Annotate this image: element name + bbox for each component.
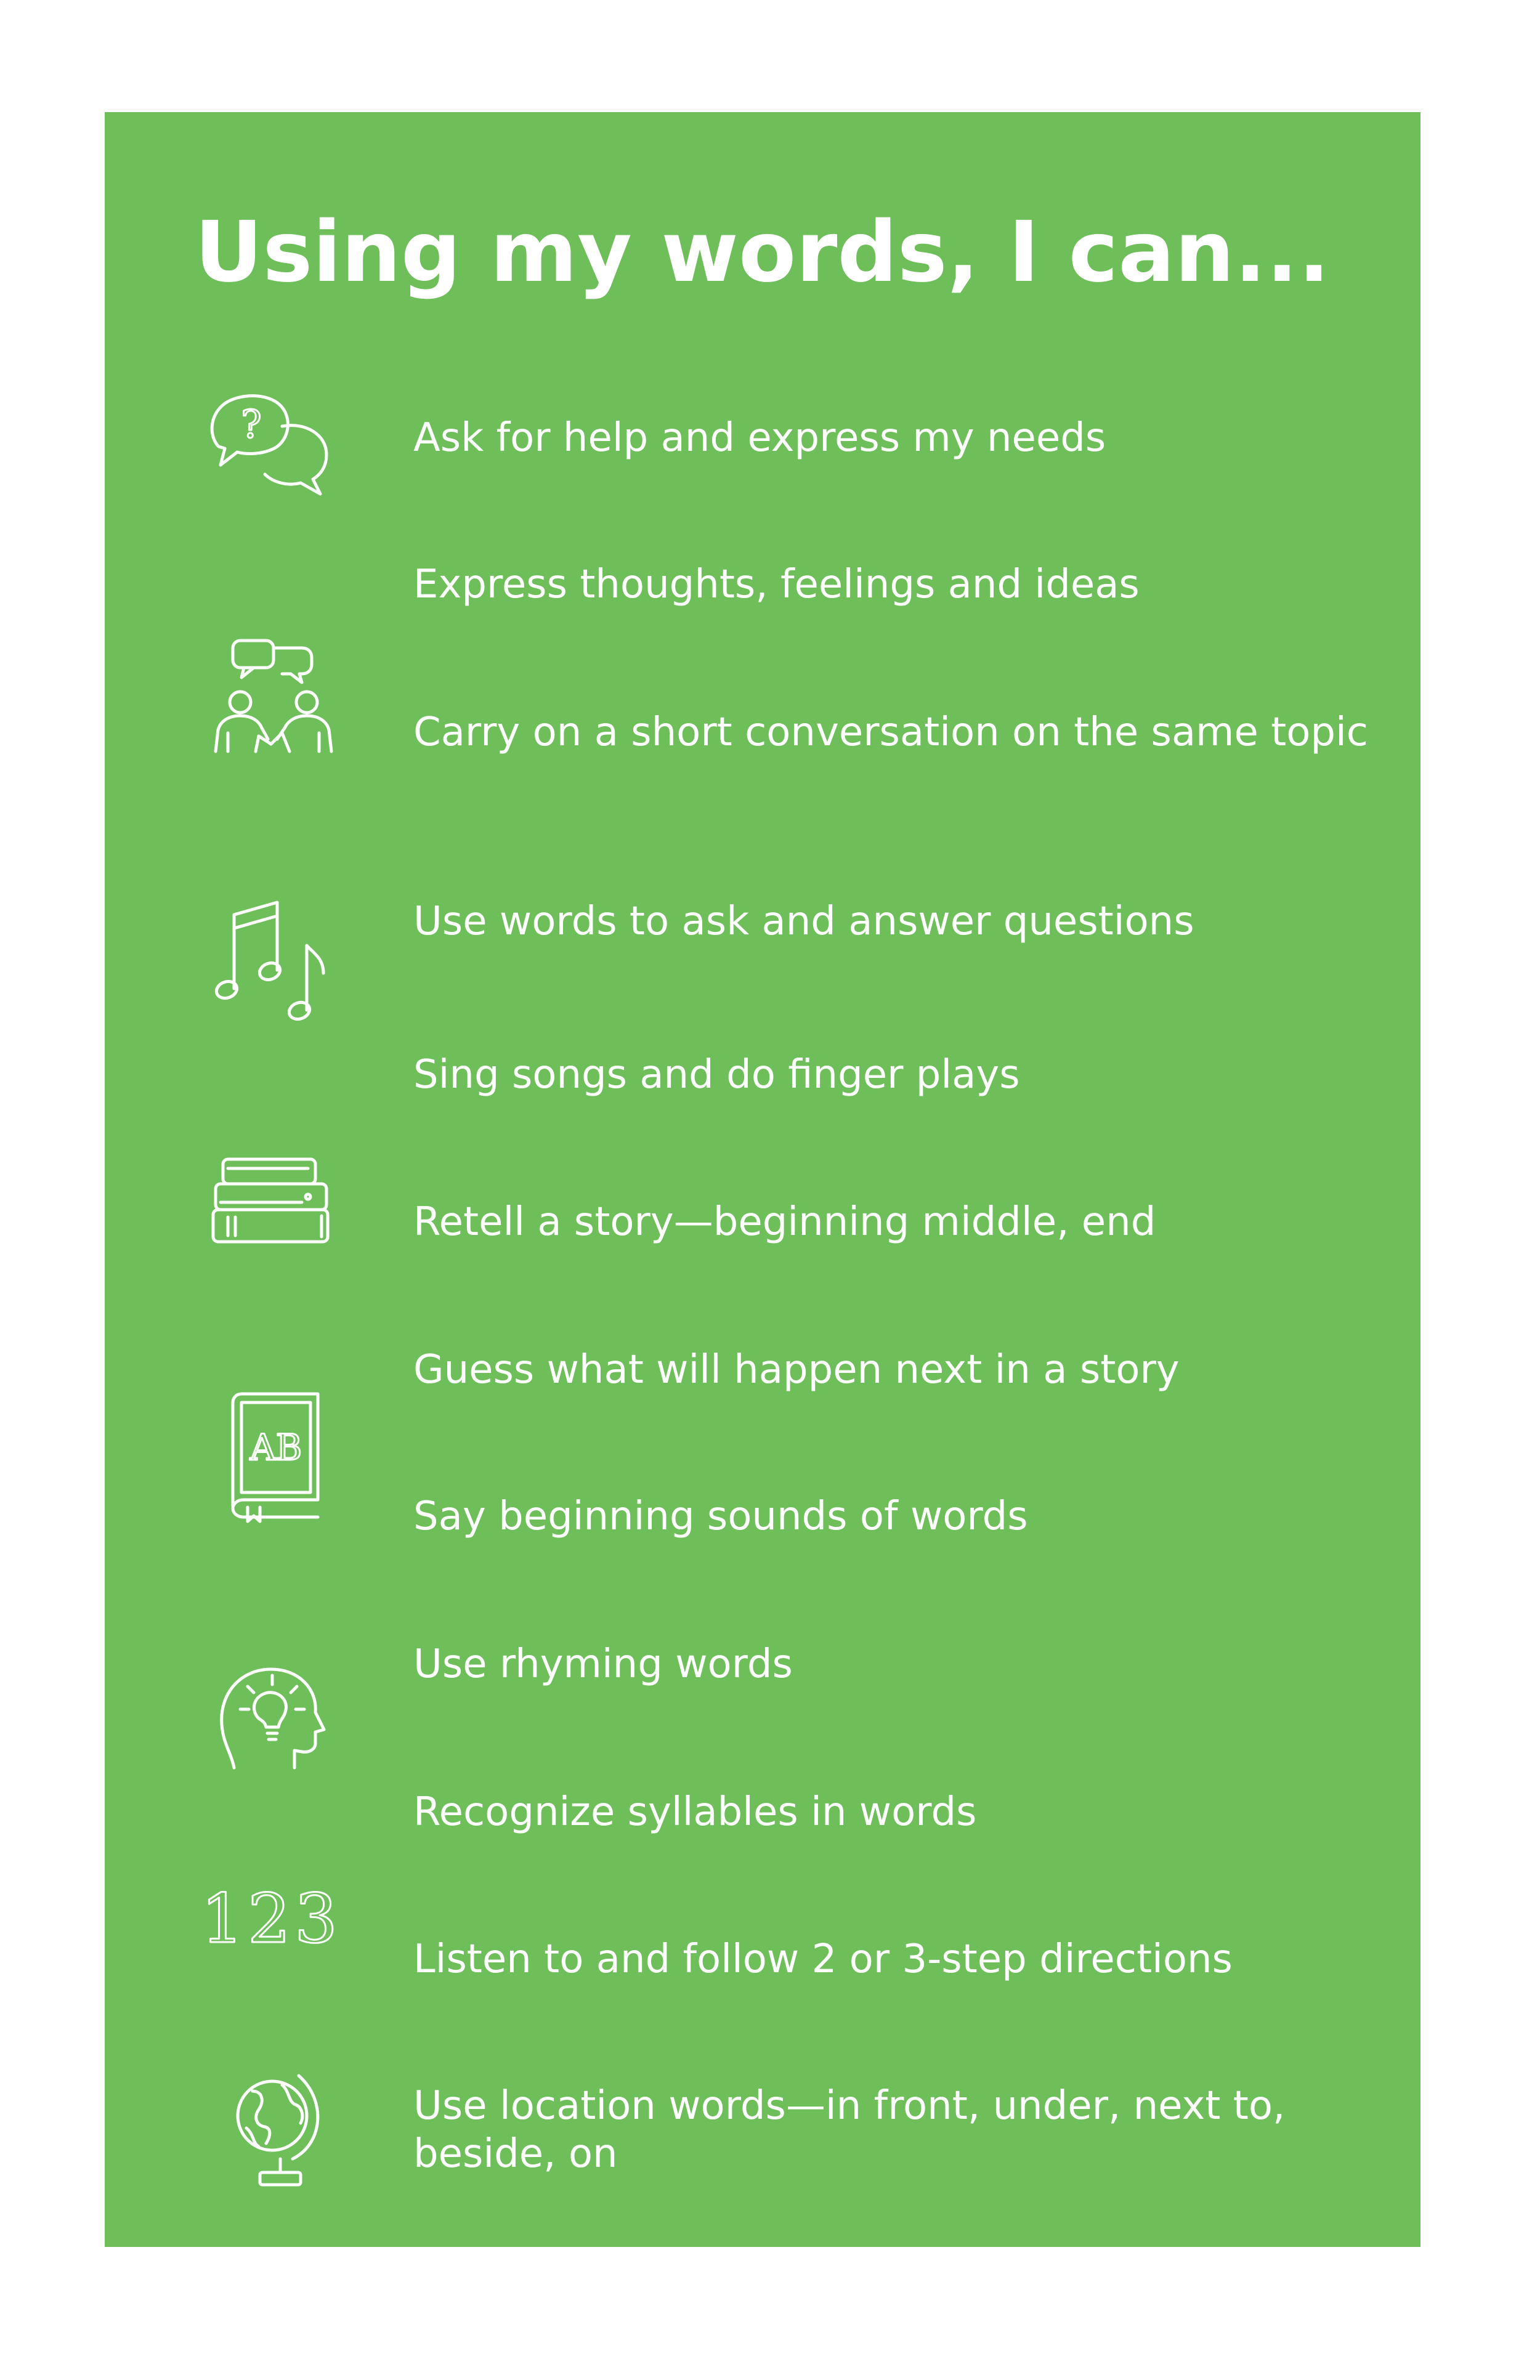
list-item: Use location words—in front, under, next to, beside, on [413,2083,1286,2177]
list-item: Ask for help and express my needs [413,415,1106,461]
numbers-glyph: 123 [201,1879,341,1958]
list-item: Carry on a short conversation on the same topic [413,710,1368,755]
page-title: Using my words, I can... [195,204,1330,301]
ab-glyph: AB [249,1427,302,1468]
list-item: Guess what will happen next in a story [413,1347,1180,1393]
list-item: Listen to and follow 2 or 3-step directions [413,1937,1233,1982]
list-item: Express thoughts, feelings and ideas [413,562,1140,607]
list-item: Sing songs and do finger plays [413,1052,1020,1098]
music-notes-icon [209,896,333,1019]
list-item: Retell a story—beginning middle, end [413,1199,1156,1245]
people-conversation-icon [209,634,333,758]
list-item: Use words to ask and answer questions [413,899,1194,944]
question-speech-bubbles-icon [203,388,339,499]
list-item: Recognize syllables in words [413,1789,977,1835]
list-item: Say beginning sounds of words [413,1494,1028,1539]
question-mark-glyph: ? [241,402,262,447]
numbers-icon [188,1879,354,1958]
list-item: Use rhyming words [413,1641,793,1687]
book-stack-icon [209,1152,333,1250]
alphabet-book-icon [216,1389,326,1524]
globe-icon [228,2066,326,2190]
head-lightbulb-icon [216,1651,333,1774]
